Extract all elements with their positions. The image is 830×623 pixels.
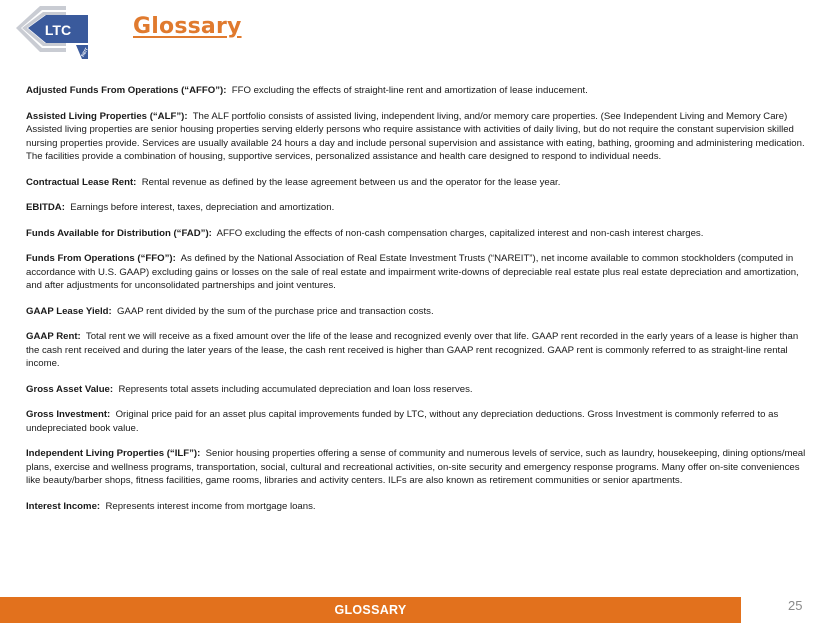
glossary-entry-gaap-lease-yield xyxy=(26,305,806,319)
glossary-definition: Earnings before interest, taxes, depreciation and amortization. xyxy=(70,202,335,213)
glossary-entry-fad xyxy=(26,227,806,241)
footer-bar xyxy=(0,597,741,623)
glossary-definition: The ALF portfolio consists of assisted living, independent living, and/or memory care properties. (See Independent Living and Memory Care) Assisted living properties are senior housing properties serving elderly persons who require assistance with activities of daily living, but do not require the constant supervision skilled nursing properties provide. Services are usually available 24 hours a day and include personal supervision and assistance with eating, bathing, grooming and administering medication. The facilities provide a combination of housing, supportive services, personalized assistance and health care designed to respond to individual needs. xyxy=(26,110,805,162)
glossary-list xyxy=(26,84,806,525)
glossary-definition: AFFO excluding the effects of non-cash compensation charges, capitalized interest and non-cash interest charges. xyxy=(216,227,704,239)
glossary-term: Gross Investment: xyxy=(26,409,111,420)
logo-subtext: REIT xyxy=(79,46,89,58)
glossary-entry-interest-income xyxy=(26,500,806,514)
glossary-entry-ilf xyxy=(26,447,806,488)
glossary-entry-affo xyxy=(26,84,806,98)
glossary-term: Independent Living Properties (“ILF”): xyxy=(26,448,201,459)
glossary-term: Adjusted Funds From Operations (“AFFO”): xyxy=(26,85,227,96)
footer-label: GLOSSARY xyxy=(334,603,407,617)
glossary-definition: Total rent we will receive as a fixed amount over the life of the lease and recognized evenly over that life. GAAP rent recorded in the early years of a lease is higher than the cash rent received and during the later years of the lease, the cash rent received is higher than GAAP rent recognized. GAAP rent is commonly referred to as straight-line rental income. xyxy=(26,331,799,369)
glossary-definition: Represents interest income from mortgage loans. xyxy=(105,500,316,512)
glossary-term: EBITDA: xyxy=(26,202,65,213)
glossary-term: GAAP Rent: xyxy=(26,331,81,342)
glossary-term: GAAP Lease Yield: xyxy=(26,305,112,317)
logo-text: LTC xyxy=(44,22,72,38)
glossary-term: Contractual Lease Rent: xyxy=(26,176,137,188)
glossary-entry-ebitda xyxy=(26,201,806,215)
glossary-term: Gross Asset Value: xyxy=(26,383,114,395)
glossary-term: Interest Income: xyxy=(26,500,101,512)
glossary-entry-contractual-lease-rent xyxy=(26,176,806,190)
glossary-definition: Rental revenue as defined by the lease agreement between us and the operator for the lease year. xyxy=(141,176,561,188)
glossary-term: Funds From Operations (“FFO”): xyxy=(26,253,176,264)
glossary-entry-gross-investment xyxy=(26,408,806,435)
glossary-definition: FFO excluding the effects of straight-line rent and amortization of lease inducement. xyxy=(231,85,588,96)
glossary-definition: GAAP rent divided by the sum of the purchase price and transaction costs. xyxy=(117,305,434,317)
glossary-entry-gaap-rent xyxy=(26,330,806,371)
glossary-term: Funds Available for Distribution (“FAD”): xyxy=(26,227,212,239)
glossary-definition: Represents total assets including accumulated depreciation and loan loss reserves. xyxy=(118,383,473,395)
page-title: Glossary xyxy=(133,14,242,39)
ltc-reit-logo xyxy=(14,4,96,62)
glossary-term: Assisted Living Properties (“ALF”): xyxy=(26,110,188,122)
glossary-definition: As defined by the National Association of Real Estate Investment Trusts (“NAREIT”), net income available to common stockholders (computed in accordance with U.S. GAAP) excluding gains or losses on the sale of real estate and impairment write-downs of depreciable real estate plus real estate depreciation and amortization, and after adjustments for unconsolidated partnerships and joint ventures. xyxy=(26,253,799,291)
glossary-entry-alf xyxy=(26,110,806,164)
glossary-entry-gross-asset-value xyxy=(26,383,806,397)
page-number: 25 xyxy=(788,598,803,613)
glossary-definition: Senior housing properties offering a sense of community and numerous levels of service, such as laundry, housekeeping, dining options/meal plans, exercise and wellness programs, transportation, social, cultural and recreational activities, on-site security and emergency response programs. Many offer on-site conveniences like beauty/barber shops, fitness facilities, game rooms, libraries and activity centers. ILFs are also known as retirement communities or senior apartments. xyxy=(26,448,806,486)
glossary-entry-ffo xyxy=(26,252,806,293)
glossary-definition: Original price paid for an asset plus capital improvements funded by LTC, without any depreciation deductions. Gross Investment is commonly referred to as undepreciated book value. xyxy=(26,409,779,434)
